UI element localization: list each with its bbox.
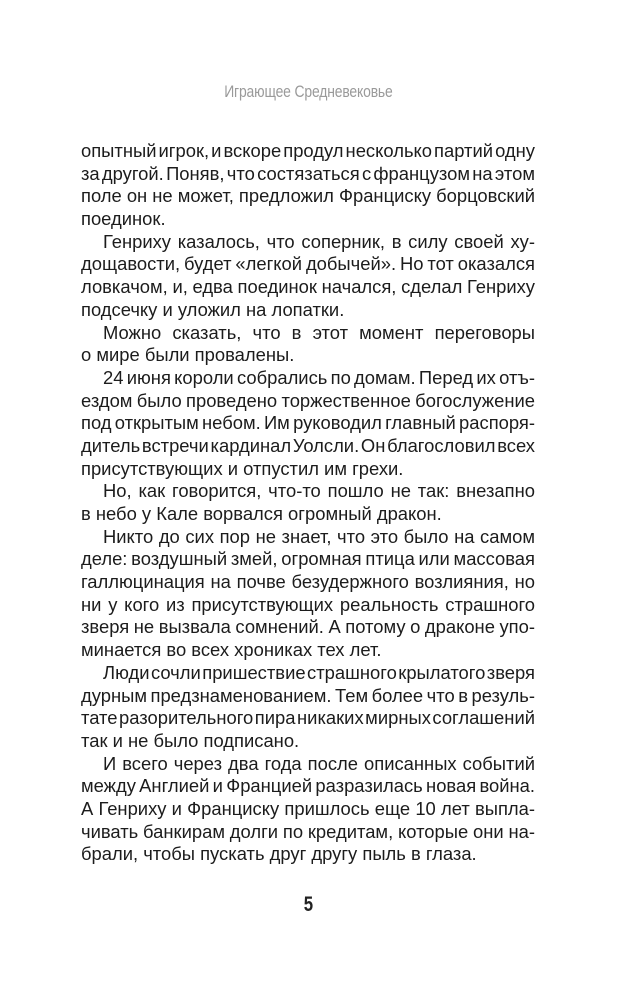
text-line: поле он не может, предложил Франциску борцовский — [81, 185, 535, 207]
text-line: между Англией и Францией разразилась новая война. — [81, 775, 535, 797]
text-line: ездом было проведено торжественное богослужение — [81, 389, 535, 411]
text-line: опытный игрок, и вскоре продул несколько партий одну — [81, 140, 535, 161]
text-line: Никто до сих пор не знает, что это было на самом — [103, 525, 535, 547]
text-line: Можно сказать, что в этот момент переговоры — [103, 321, 535, 343]
text-line: поединок. — [81, 208, 166, 230]
text-line: ни у кого из присутствующих реальность страшного — [81, 593, 535, 615]
text-line: Генриху казалось, что соперник, в силу своей ху- — [103, 230, 535, 252]
text-line: брали, чтобы пускать друг другу пыль в глаза. — [81, 843, 477, 865]
paragraph — [81, 480, 535, 525]
paragraph — [81, 140, 535, 231]
text-line: И всего через два года после описанных событий — [103, 752, 535, 774]
text-line: ловкачом, и, едва поединок начался, сделал Генриху — [81, 276, 535, 298]
paragraph — [81, 662, 535, 753]
running-head: Играющее Средневековье — [224, 82, 393, 101]
paragraph — [81, 526, 535, 662]
text-line: Люди сочли пришествие страшного крылатого зверя — [103, 661, 535, 683]
text-line: подсечку и уложил на лопатки. — [81, 298, 345, 320]
text-line: о мире были провалены. — [81, 344, 295, 366]
text-line: присутствующих и отпустил им грехи. — [81, 457, 404, 479]
text-line: чивать банкирам долги по кредитам, которые они на- — [81, 820, 535, 842]
page-number: 5 — [303, 893, 314, 916]
text-line: деле: воздушный змей, огромная птица или массовая — [81, 548, 535, 570]
text-line: дурным предзнаменованием. Тем более что в резуль- — [81, 684, 535, 706]
text-line: тате разорительного пира никаких мирных соглашений — [81, 707, 535, 729]
text-line: дитель встречи кардинал Уолсли. Он благословил всех — [81, 434, 535, 456]
text-line: дощавости, будет «легкой добычей». Но тот оказался — [81, 253, 535, 275]
text-line: в небо у Кале ворвался огромный дракон. — [81, 503, 442, 524]
text-line: Но, как говорится, что-то пошло не так: внезапно — [103, 480, 535, 502]
text-line: зверя не вызвала сомнений. А потому о драконе упо- — [81, 616, 535, 638]
body-text — [81, 140, 535, 866]
paragraph — [81, 753, 535, 866]
text-line: минается во всех хрониках тех лет. — [81, 639, 382, 661]
text-line: за другой. Поняв, что состязаться с французом на этом — [81, 162, 535, 184]
paragraph — [81, 322, 535, 367]
text-line: под открытым небом. Им руководил главный распоря- — [81, 412, 535, 434]
text-line: галлюцинация на почве безудержного возлияния, но — [81, 571, 535, 593]
text-line: 24 июня короли собрались по домам. Перед их отъ- — [103, 366, 535, 388]
text-line: А Генриху и Франциску пришлось еще 10 лет выпла- — [81, 797, 535, 819]
paragraph — [81, 367, 535, 480]
text-line: так и не было подписано. — [81, 729, 300, 751]
paragraph — [81, 231, 535, 322]
